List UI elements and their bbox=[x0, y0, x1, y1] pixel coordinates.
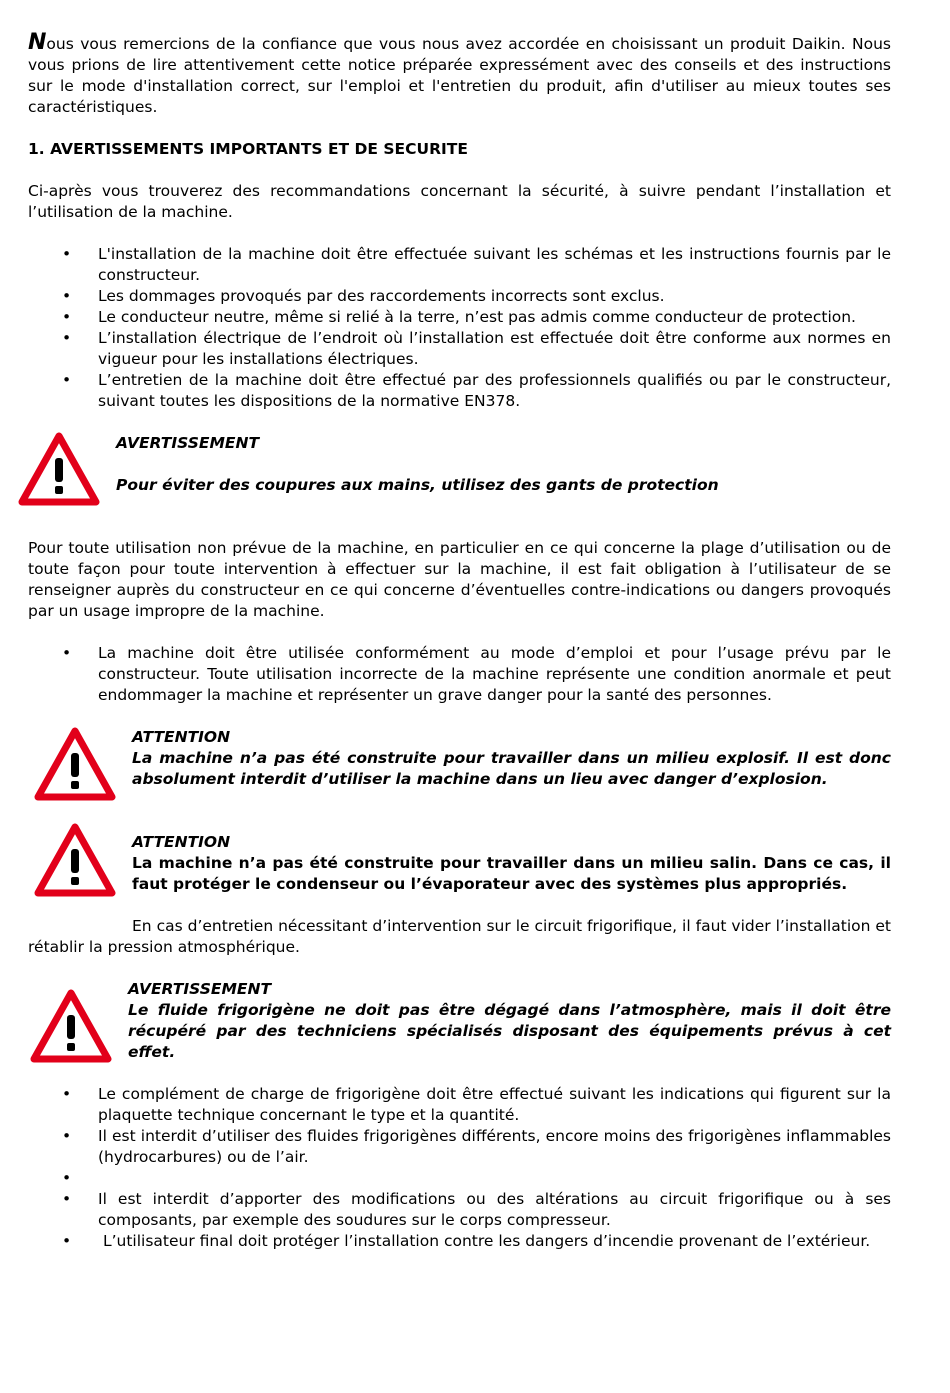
list-item: • L’utilisateur final doit protéger l’installation contre les dangers d’incendie provenant de l’extérieur. bbox=[28, 1231, 891, 1252]
warning-title: AVERTISSEMENT bbox=[116, 434, 260, 452]
warning-triangle-icon bbox=[34, 727, 116, 801]
list-item: • Le conducteur neutre, même si relié à la terre, n’est pas admis comme conducteur de protection. bbox=[28, 307, 891, 328]
attention-text: La machine n’a pas été construite pour travailler dans un milieu explosif. Il est donc absolument interdit d’utiliser la machine dans un lieu avec danger d’explosion. bbox=[132, 749, 891, 788]
section-lead: Ci-après vous trouverez des recommandations concernant la sécurité, à suivre pendant l’installation et l’utilisation de la machine. bbox=[28, 182, 891, 221]
maintenance-paragraph: En cas d’entretien nécessitant d’intervention sur le circuit frigorifique, il faut vider l’installation et rétablir la pression atmosphérique. bbox=[28, 917, 891, 956]
list-item: • L'installation de la machine doit être effectuée suivant les schémas et les instructions fournis par le constructeur. bbox=[28, 244, 891, 286]
bullet-list-1 bbox=[28, 244, 891, 412]
list-item: • Il est interdit d’apporter des modifications ou des altérations au circuit frigorifique ou à ses composants, par exemple des soudures sur le corps compresseur. bbox=[28, 1189, 891, 1231]
intro-paragraph bbox=[28, 32, 891, 118]
attention-title: ATTENTION bbox=[132, 833, 231, 851]
warning-title: AVERTISSEMENT bbox=[128, 980, 272, 998]
list-item: • L’entretien de la machine doit être effectué par des professionnels qualifiés ou par le constructeur, suivant toutes les dispositions de la normative EN378. bbox=[28, 370, 891, 412]
intro-text: ous vous remercions de la confiance que vous nous avez accordée en choisissant un produit Daikin. Nous vous prions de lire attentivement cette notice préparée expressément avec des conseils et des instructions sur le mode d'installation correct, sur l'emploi et l'entretien du produit, afin d'utiliser au mieux toutes ses caractéristiques. bbox=[28, 35, 891, 116]
drop-cap: N bbox=[28, 30, 47, 55]
bullet-list-3 bbox=[28, 1084, 891, 1252]
attention-block-2 bbox=[28, 832, 891, 916]
warning-text: Le fluide frigorigène ne doit pas être dégagé dans l’atmosphère, mais il doit être récupéré par des techniciens spécialisés disposant des équipements prévus à cet effet. bbox=[128, 1001, 891, 1061]
list-item: • L’installation électrique de l’endroit où l’installation est effectuée doit être conforme aux normes en vigueur pour les installations électriques. bbox=[28, 328, 891, 370]
document-page bbox=[28, 32, 891, 1252]
list-item: • Le complément de charge de frigorigène doit être effectué suivant les indications qui figurent sur la plaquette technique concernant le type et la quantité. bbox=[28, 1084, 891, 1126]
list-item: • Il est interdit d’utiliser des fluides frigorigènes différents, encore moins des frigorigènes inflammables (hydrocarbures) ou de l’air. bbox=[28, 1126, 891, 1168]
section-heading: 1. AVERTISSEMENTS IMPORTANTS ET DE SECURITE bbox=[28, 140, 468, 158]
usage-paragraph: Pour toute utilisation non prévue de la machine, en particulier en ce qui concerne la plage d’utilisation ou de toute façon pour toute intervention à effectuer sur la machine, il est fait obligation à l’utilisateur de se renseigner auprès du constructeur en ce qui concerne d’éventuelles contre-indications ou dangers provoqués par un usage impropre de la machine. bbox=[28, 539, 891, 620]
bullet-list-2 bbox=[28, 643, 891, 706]
warning-block-1 bbox=[28, 412, 891, 517]
warning-text: Pour éviter des coupures aux mains, utilisez des gants de protection bbox=[116, 476, 719, 494]
attention-block-1 bbox=[28, 706, 891, 832]
warning-triangle-icon bbox=[30, 989, 112, 1063]
list-item bbox=[28, 1168, 891, 1189]
list-item: • Les dommages provoqués par des raccordements incorrects sont exclus. bbox=[28, 286, 891, 307]
attention-text: La machine n’a pas été construite pour travailler dans un milieu salin. Dans ce cas, il faut protéger le condenseur ou l’évaporateur avec des systèmes plus appropriés. bbox=[132, 854, 891, 893]
warning-triangle-icon bbox=[18, 432, 100, 506]
attention-title: ATTENTION bbox=[132, 728, 231, 746]
warning-block-2 bbox=[28, 958, 891, 1084]
warning-triangle-icon bbox=[34, 823, 116, 897]
list-item: • La machine doit être utilisée conformément au mode d’emploi et pour l’usage prévu par le constructeur. Toute utilisation incorrecte de la machine représente une condition anormale et peut endommager la machine et représenter un grave danger pour la santé des personnes. bbox=[28, 643, 891, 706]
